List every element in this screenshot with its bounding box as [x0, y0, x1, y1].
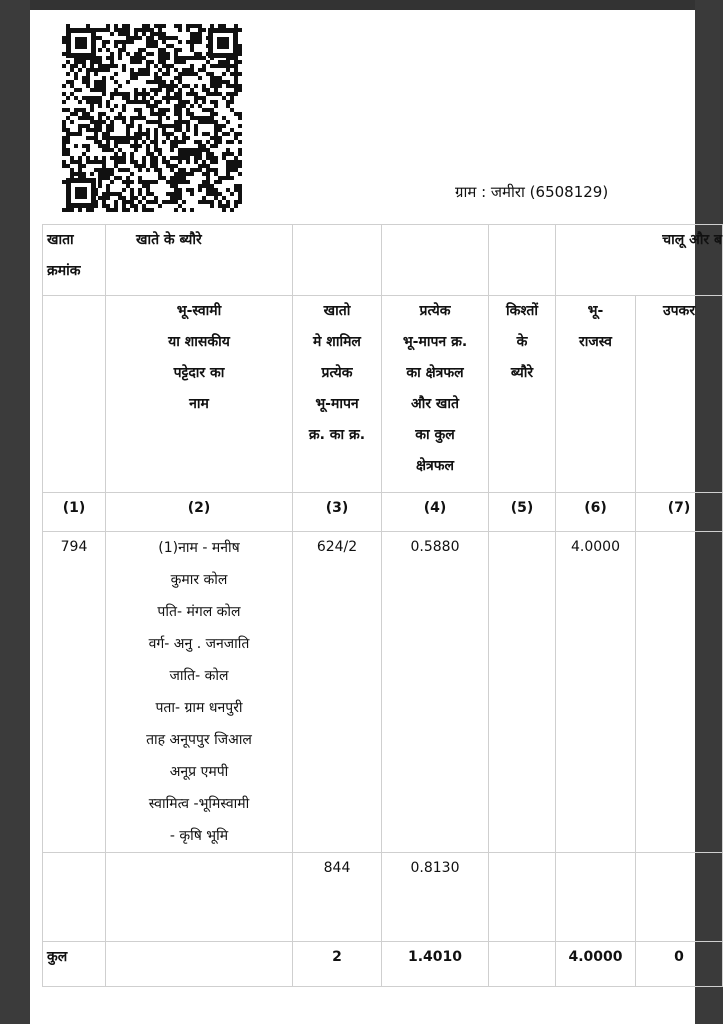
col-num: (4): [382, 493, 489, 532]
installments-value: [489, 853, 556, 942]
area-value: 0.5880: [382, 532, 489, 853]
header-empty: [489, 225, 556, 296]
qr-code: [62, 24, 242, 212]
header-empty: [382, 225, 489, 296]
subheader-land-revenue: भू- राजस्व: [556, 296, 636, 493]
account-number: [43, 853, 106, 942]
col-num: (7): [636, 493, 723, 532]
owner-details: (1)नाम - मनीष कुमार कोल पति- मंगल कोल वर्ग- अनु . जनजाति जाति- कोल पता- ग्राम धनपुरी ताह अनूपपुर जिआल अनूप्र एमपी स्वामित्व -भूमिस्वामी - कृषि भूमि: [106, 532, 293, 853]
total-area: 1.4010: [382, 942, 489, 987]
subheader-area: प्रत्येक भू-मापन क्र. का क्षेत्रफल और खाते का कुल क्षेत्रफल: [382, 296, 489, 493]
col-num: (3): [293, 493, 382, 532]
subheader-empty: [43, 296, 106, 493]
col-num: (5): [489, 493, 556, 532]
total-row: [43, 942, 723, 987]
subheader-cess: उपकर: [636, 296, 723, 493]
document-page: [30, 10, 722, 1024]
village-line: ग्राम : जमीरा (6508129): [455, 183, 609, 201]
left-dark-strip: [0, 0, 30, 1024]
installments-value: [489, 532, 556, 853]
survey-number: 844: [293, 853, 382, 942]
table-row: [43, 532, 723, 853]
col-num: (6): [556, 493, 636, 532]
owner-details: [106, 853, 293, 942]
top-dark-strip: [0, 0, 695, 10]
col-num: (2): [106, 493, 293, 532]
total-label: कुल: [43, 942, 106, 987]
survey-number: 624/2: [293, 532, 382, 853]
subheader-owner-name: भू-स्वामी या शासकीय पट्टेदार का नाम: [106, 296, 293, 493]
revenue-value: [556, 853, 636, 942]
khata-table: [42, 224, 723, 987]
col-num: (1): [43, 493, 106, 532]
total-empty: [489, 942, 556, 987]
total-revenue: 4.0000: [556, 942, 636, 987]
header-empty: [293, 225, 382, 296]
cess-value: [636, 853, 723, 942]
header-account-no: खाता क्रमांक: [43, 225, 106, 296]
header-current: चालू और ब: [556, 225, 723, 296]
header-account-details: खाते के ब्यौरे: [106, 225, 293, 296]
revenue-value: 4.0000: [556, 532, 636, 853]
subheader-survey-numbers: खातो मे शामिल प्रत्येक भू-मापन क्र. का क्र.: [293, 296, 382, 493]
table-row: [43, 853, 723, 942]
account-number: 794: [43, 532, 106, 853]
subheader-installments: किश्तों के ब्यौरे: [489, 296, 556, 493]
header-row-sub: [43, 296, 723, 493]
column-number-row: [43, 493, 723, 532]
total-empty: [106, 942, 293, 987]
cess-value: [636, 532, 723, 853]
area-value: 0.8130: [382, 853, 489, 942]
total-survey-count: 2: [293, 942, 382, 987]
header-row-top: [43, 225, 723, 296]
total-cess: 0: [636, 942, 723, 987]
